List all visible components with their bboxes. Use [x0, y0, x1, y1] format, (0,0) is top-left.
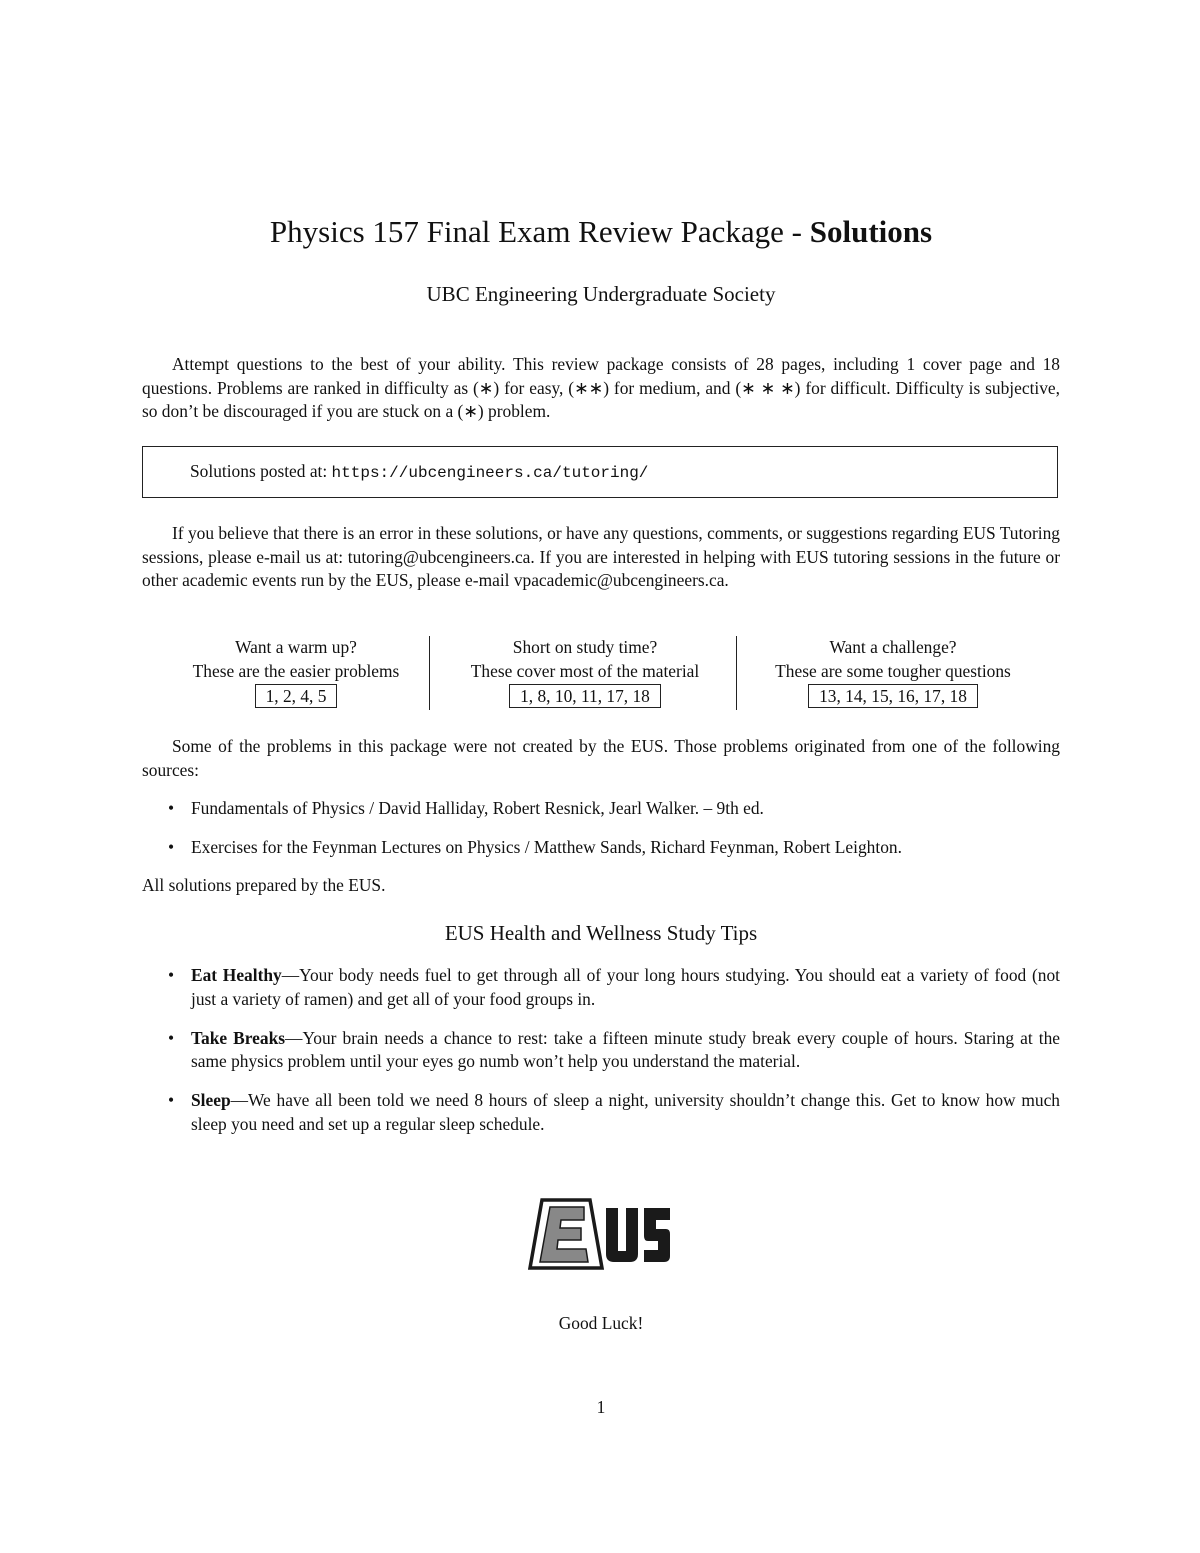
- bullet-icon: •: [168, 965, 175, 985]
- column-subheading: These are the easier problems: [192, 660, 400, 681]
- document-title: [142, 212, 1060, 252]
- document-page: [142, 0, 1060, 1553]
- column-divider: [429, 636, 430, 710]
- tip-text: —Your brain needs a chance to rest: take a fifteen minute study break every couple of hours. Staring at the same physics problem until your eyes go numb won’t help you understand the material.: [191, 1027, 1061, 1071]
- column-short-on-time: [440, 636, 730, 710]
- source-text: Exercises for the Feynman Lectures on Physics / Matthew Sands, Richard Feynman, Robert Leighton.: [191, 837, 902, 857]
- bullet-icon: •: [168, 837, 175, 857]
- problem-recommendations: [142, 636, 1060, 710]
- source-text: Fundamentals of Physics / David Halliday, Robert Resnick, Jearl Walker. – 9th ed.: [191, 798, 764, 818]
- column-warm-up: [162, 636, 430, 710]
- tip-heading: Take Breaks: [191, 1027, 286, 1048]
- sources-closing: All solutions prepared by the EUS.: [142, 875, 386, 895]
- eus-logo-icon: [528, 1196, 674, 1272]
- column-problem-list: 1, 2, 4, 5: [255, 684, 338, 708]
- list-item: [142, 964, 1060, 1011]
- list-item: [142, 836, 1060, 860]
- column-subheading: These cover most of the material: [470, 660, 700, 681]
- tip-heading: Eat Healthy: [191, 965, 282, 985]
- column-divider: [736, 636, 737, 710]
- solutions-box: [142, 446, 1058, 498]
- title-main: Physics 157 Final Exam Review Package -: [269, 214, 810, 249]
- list-item: [142, 1089, 1060, 1136]
- list-item: [142, 797, 1060, 821]
- eus-logo-svg: [528, 1196, 674, 1272]
- sources-intro-paragraph: Some of the problems in this package were not created by the EUS. Those problems originated from one of the following sources:: [142, 736, 1060, 780]
- column-heading: Short on study time?: [512, 637, 658, 657]
- solutions-label: Solutions posted at:: [190, 461, 332, 481]
- list-item: [142, 1027, 1060, 1074]
- column-subheading: These are some tougher questions: [775, 660, 1011, 681]
- title-bold: Solutions: [809, 214, 933, 249]
- tip-text: —We have all been told we need 8 hours of sleep a night, university shouldn’t change this. Get to know how much sleep you need and set up a regular sleep schedule.: [191, 1090, 1060, 1134]
- sources-list: [142, 797, 1060, 875]
- column-heading: Want a warm up?: [235, 637, 357, 657]
- column-problem-list: 13, 14, 15, 16, 17, 18: [808, 684, 978, 708]
- tips-section-title: EUS Health and Wellness Study Tips: [444, 921, 758, 945]
- column-heading: Want a challenge?: [829, 637, 957, 657]
- column-problem-list: 1, 8, 10, 11, 17, 18: [509, 684, 661, 708]
- tip-text: —Your body needs fuel to get through all of your long hours studying. You should eat a variety of food (not just a variety of ramen) and get all of your food groups in.: [191, 965, 1060, 1009]
- bullet-icon: •: [168, 1027, 175, 1048]
- contact-paragraph: If you believe that there is an error in these solutions, or have any questions, comments, or suggestions regarding EUS Tutoring sessions, please e-mail us at: tutoring@ubcengineers.ca. If you are interested in helping with EUS tutoring sessions in the future or other academic events run by the EUS, please e-mail vpacademic@ubcengineers.ca.: [142, 523, 1060, 590]
- tips-list: [142, 964, 1060, 1152]
- solutions-url[interactable]: https://ubcengineers.ca/tutoring/: [331, 464, 649, 482]
- document-subtitle: UBC Engineering Undergraduate Society: [426, 282, 776, 306]
- intro-paragraph: Attempt questions to the best of your ability. This review package consists of 28 pages, including 1 cover page and 18 questions. Problems are ranked in difficulty as (∗) for easy, (∗∗) for medium, and (∗ ∗ ∗) for difficult. Difficulty is subjective, so don’t be discouraged if you are stuck on a (∗) problem.: [142, 354, 1060, 421]
- bullet-icon: •: [168, 1090, 175, 1110]
- column-challenge: [746, 636, 1040, 710]
- tip-heading: Sleep: [191, 1090, 231, 1110]
- page-number: 1: [596, 1397, 606, 1417]
- bullet-icon: •: [168, 798, 175, 818]
- good-luck-text: Good Luck!: [558, 1313, 644, 1333]
- solutions-box-text: [190, 460, 648, 485]
